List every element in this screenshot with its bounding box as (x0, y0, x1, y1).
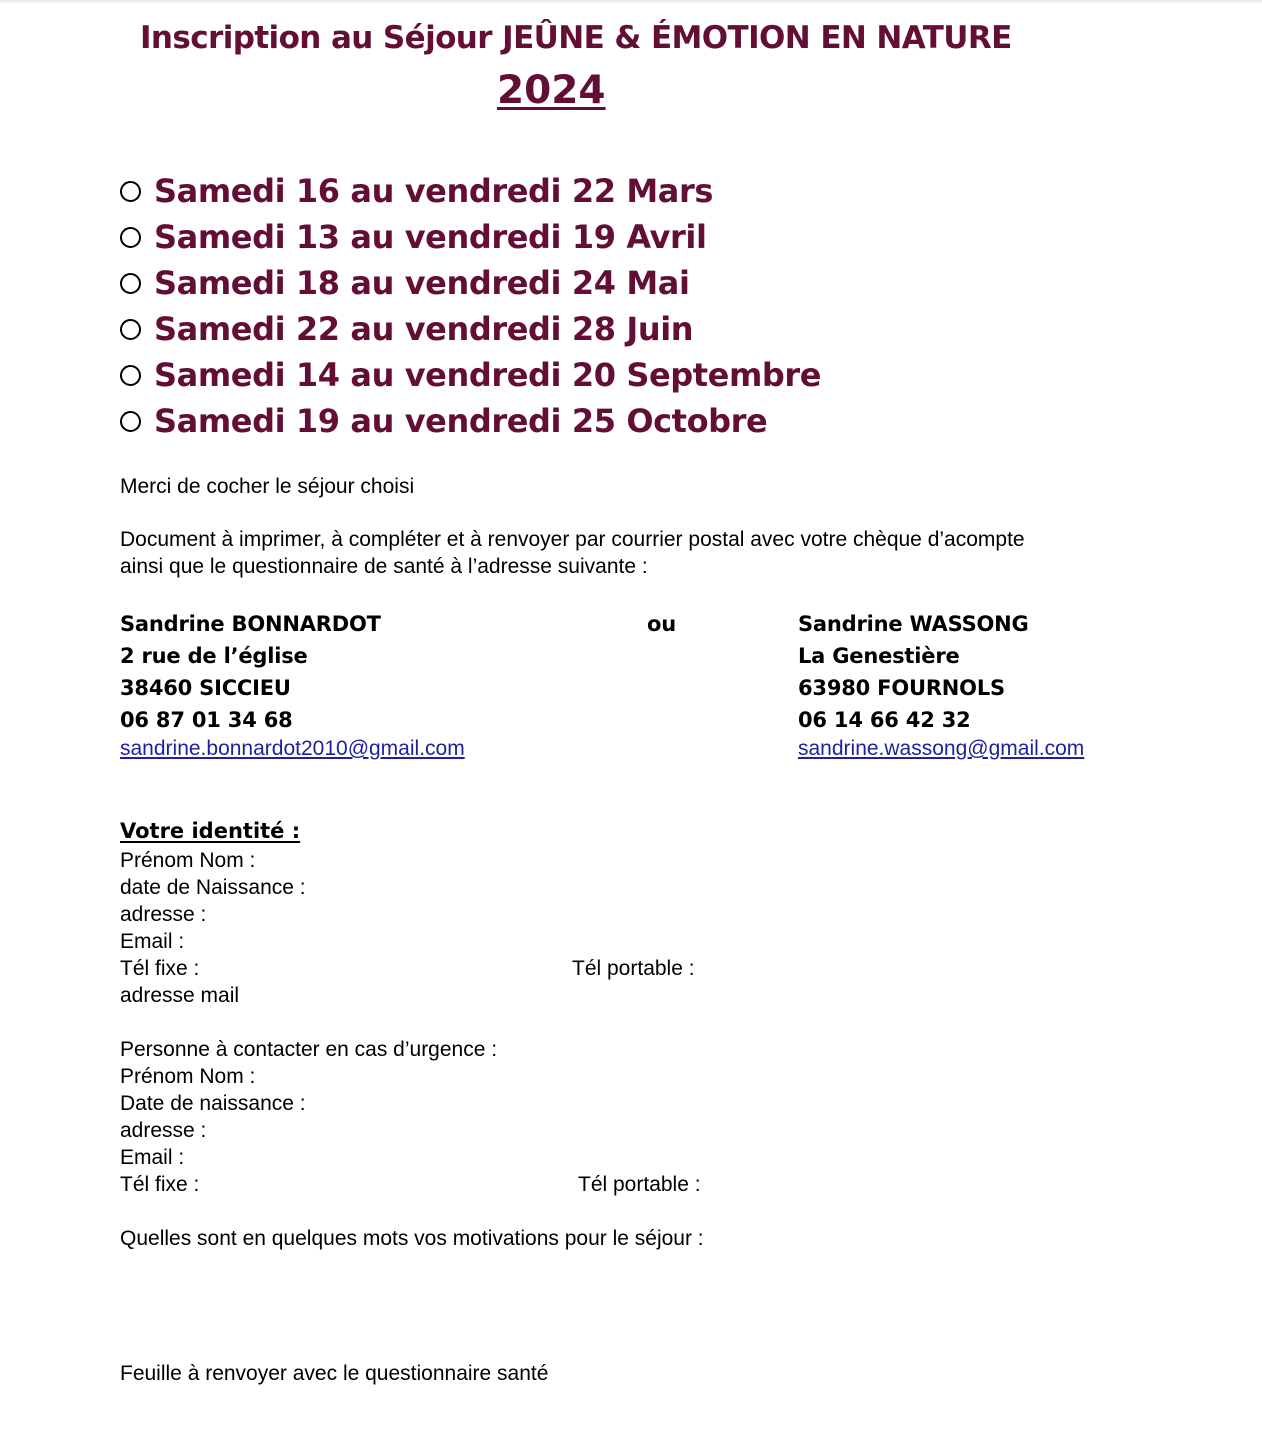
radio-circle-icon[interactable] (120, 227, 141, 248)
page-year: 2024 (497, 68, 606, 113)
instructions-line-1: Document à imprimer, à compléter et à renvoyer par courrier postal avec votre chèque d’acompte (120, 528, 1025, 551)
radio-circle-icon[interactable] (120, 365, 141, 386)
radio-circle-icon[interactable] (120, 411, 141, 432)
session-option-mai[interactable] (120, 263, 690, 303)
identity-birth-label: date de Naissance : (120, 876, 306, 899)
emergency-heading: Personne à contacter en cas d’urgence : (120, 1038, 498, 1061)
session-label: Samedi 19 au vendredi 25 Octobre (154, 402, 768, 440)
session-label: Samedi 16 au vendredi 22 Mars (154, 172, 713, 210)
session-label: Samedi 18 au vendredi 24 Mai (154, 264, 690, 302)
contact-left-city: 38460 SICCIEU (120, 676, 291, 700)
emergency-birth-label: Date de naissance : (120, 1092, 306, 1115)
emergency-email-label: Email : (120, 1146, 185, 1169)
instructions-line-2: ainsi que le questionnaire de santé à l’adresse suivante : (120, 555, 648, 578)
identity-fields (120, 847, 306, 1009)
check-note: Merci de cocher le séjour choisi (120, 475, 415, 498)
footer-note: Feuille à renvoyer avec le questionnaire santé (120, 1362, 549, 1385)
identity-mail-address-label: adresse mail (120, 984, 240, 1007)
contact-left-phone: 06 87 01 34 68 (120, 708, 293, 732)
session-option-juin[interactable] (120, 309, 693, 349)
contact-left-name: Sandrine BONNARDOT (120, 612, 381, 636)
page-top-edge (0, 0, 1262, 4)
radio-circle-icon[interactable] (120, 181, 141, 202)
motivation-question: Quelles sont en quelques mots vos motivations pour le séjour : (120, 1227, 704, 1250)
emergency-address-label: adresse : (120, 1119, 207, 1142)
contact-right-name: Sandrine WASSONG (798, 612, 1029, 636)
session-label: Samedi 22 au vendredi 28 Juin (154, 310, 694, 348)
session-label: Samedi 13 au vendredi 19 Avril (154, 218, 707, 256)
emergency-landline-label: Tél fixe : (120, 1173, 200, 1196)
identity-name-label: Prénom Nom : (120, 849, 256, 872)
identity-email-label: Email : (120, 930, 185, 953)
session-option-septembre[interactable] (120, 355, 821, 395)
session-option-octobre[interactable] (120, 401, 767, 441)
emergency-fields (120, 1036, 497, 1198)
contact-right-phone: 06 14 66 42 32 (798, 708, 971, 732)
radio-circle-icon[interactable] (120, 319, 141, 340)
session-label: Samedi 14 au vendredi 20 Septembre (154, 356, 822, 394)
contact-right-email-link[interactable]: sandrine.wassong@gmail.com (798, 737, 1085, 760)
radio-circle-icon[interactable] (120, 273, 141, 294)
identity-mobile-label: Tél portable : (572, 957, 695, 980)
contact-left-street: 2 rue de l’église (120, 644, 308, 668)
contact-right-street: La Genestière (798, 644, 960, 668)
identity-address-label: adresse : (120, 903, 207, 926)
emergency-mobile-label: Tél portable : (578, 1173, 701, 1196)
contact-right-city: 63980 FOURNOLS (798, 676, 1005, 700)
identity-heading: Votre identité : (120, 819, 301, 843)
session-option-mars[interactable] (120, 171, 713, 211)
session-option-avril[interactable] (120, 217, 707, 257)
page-title: Inscription au Séjour JEÛNE & ÉMOTION EN NATURE (140, 20, 1012, 56)
contact-separator: ou (647, 612, 676, 636)
contact-left-email-link[interactable]: sandrine.bonnardot2010@gmail.com (120, 737, 465, 760)
identity-landline-label: Tél fixe : (120, 957, 200, 980)
emergency-name-label: Prénom Nom : (120, 1065, 256, 1088)
